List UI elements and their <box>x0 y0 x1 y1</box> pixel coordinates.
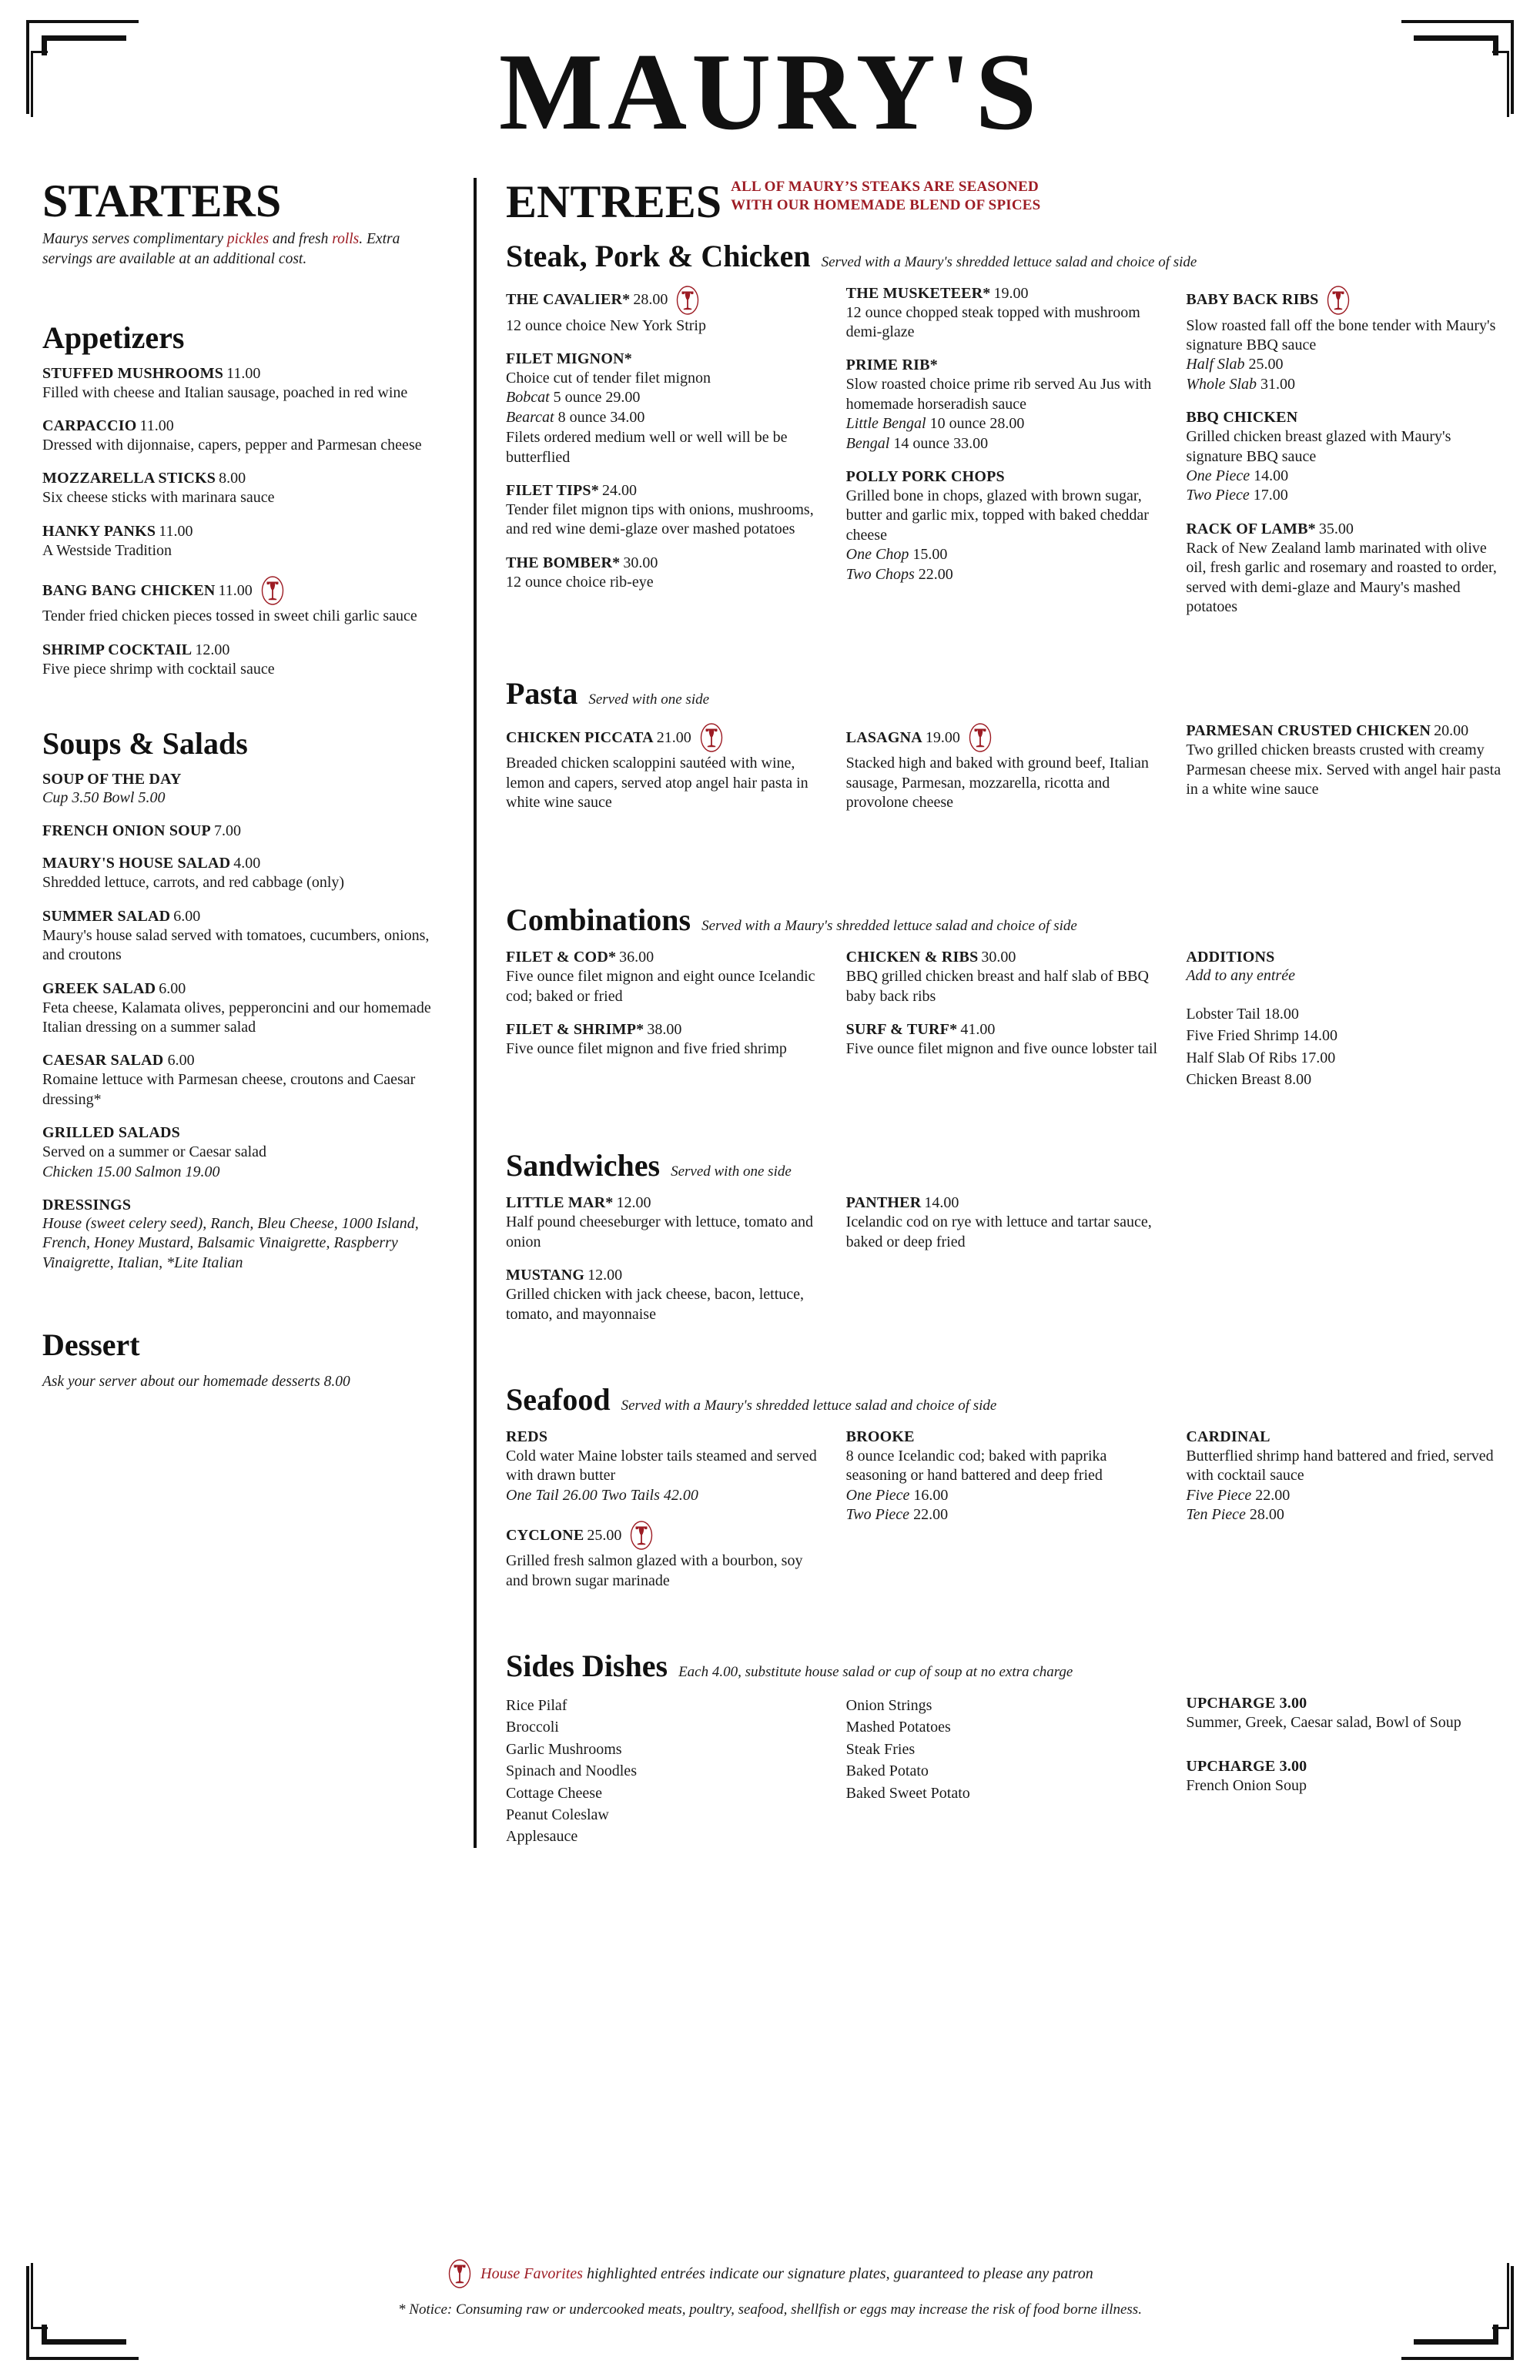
menu-item-header <box>506 482 822 500</box>
list-item: Spinach and Noodles <box>506 1762 637 1780</box>
house-favorites-legend <box>0 2258 1540 2289</box>
pasta-heading: Pasta <box>506 676 578 711</box>
upcharge-2-title: UPCHARGE 3.00 <box>1186 1758 1307 1776</box>
menu-item-description: Dressed with dijonnaise, capers, pepper and Parmesan cheese <box>42 437 422 454</box>
menu-item-name: THE MUSKETEER* <box>845 284 991 302</box>
menu-item <box>846 949 1162 1006</box>
menu-item <box>506 949 822 1006</box>
list-item: Baked Potato <box>845 1762 929 1780</box>
menu-item-description: 8 ounce Icelandic cod; baked with paprika seasoning or hand battered and deep fried <box>845 1448 1107 1485</box>
menu-item <box>506 1194 822 1252</box>
menu-item-description: Rack of New Zealand lamb marinated with olive oil, fresh garlic and rosemary and roasted to order, served with demi-glaze and Maury's mashed potatoes <box>1186 539 1497 615</box>
list-item: Rice Pilaf <box>506 1696 567 1714</box>
additions-note: Add to any entrée <box>1186 967 1295 985</box>
menu-item-description: Half pound cheeseburger with lettuce, tomato and onion <box>506 1213 813 1250</box>
steak-column-1 <box>506 285 822 632</box>
menu-item-header <box>42 1052 443 1069</box>
house-favorites-text: highlighted entrées indicate our signature plates, guaranteed to please any patron <box>582 2265 1093 2282</box>
menu-item-header <box>1186 1428 1502 1446</box>
restaurant-title: MAURY'S <box>498 31 1042 152</box>
steak-seasoning-note: ALL OF MAURY’S STEAKS ARE SEASONED WITH OUR HOMEMADE BLEND OF SPICES <box>731 179 1041 214</box>
menu-item-name: FRENCH ONION SOUP <box>42 822 211 840</box>
menu-item-name: SUMMER SALAD <box>42 907 171 925</box>
seafood-heading: Seafood <box>506 1382 611 1417</box>
additions-title: ADDITIONS <box>1186 949 1275 966</box>
steak-section-header <box>506 240 1502 273</box>
upcharge-column <box>1186 1695 1502 1848</box>
steak-heading: Steak, Pork & Chicken <box>506 238 811 273</box>
menu-item-header <box>1186 285 1502 316</box>
pasta-note: Served with one side <box>588 691 710 708</box>
menu-item-name: MOZZARELLA STICKS <box>42 470 216 487</box>
starters-heading: STARTERS <box>42 176 282 226</box>
menu-item-description: 12 ounce choice rib-eye <box>506 573 654 591</box>
upcharge-2-text: French Onion Soup <box>1186 1777 1307 1795</box>
sides-column-2 <box>846 1695 1162 1848</box>
menu-item-variant: Bobcat 5 ounce 29.00 <box>506 389 641 407</box>
menu-item-price: 35.00 <box>1318 520 1354 537</box>
upcharge-block-2 <box>1186 1758 1502 1796</box>
menu-item-price: 41.00 <box>960 1021 996 1039</box>
menu-item-variant: Bengal 14 ounce 33.00 <box>845 434 989 452</box>
menu-item-name: REDS <box>506 1428 548 1445</box>
menu-item-price: 36.00 <box>619 949 654 966</box>
menu-item-variant: Chicken 15.00 Salmon 19.00 <box>42 1163 220 1180</box>
menu-item <box>846 1428 1162 1525</box>
menu-item-description: A Westside Tradition <box>42 541 172 559</box>
entrees-heading: ENTREES <box>506 176 722 228</box>
menu-item-header <box>846 949 1162 966</box>
menu-item-description: Grilled chicken breast glazed with Maury's signature BBQ sauce <box>1186 428 1451 465</box>
menu-item-name: FILET TIPS* <box>506 481 599 499</box>
menu-item <box>1186 521 1502 618</box>
menu-item-description: Six cheese sticks with marinara sauce <box>42 489 275 507</box>
menu-item-description: Choice cut of tender filet mignon <box>506 370 711 387</box>
menu-item-name: BABY BACK RIBS <box>1186 291 1319 309</box>
seafood-column-3 <box>1186 1428 1502 1605</box>
menu-item-variant: Two Piece 22.00 <box>845 1506 949 1524</box>
menu-item-price: 6.00 <box>159 979 186 997</box>
menu-item-description: Served on a summer or Caesar salad <box>42 1143 267 1161</box>
menu-item-description: Two grilled chicken breasts crusted with creamy Parmesan cheese mix. Served with angel hair pasta in a white wine sauce <box>1186 741 1502 798</box>
menu-item-name: GREEK SALAD <box>42 979 156 997</box>
menu-item-description: Five piece shrimp with cocktail sauce <box>42 660 275 678</box>
menu-item-description: Tender fried chicken pieces tossed in sweet chili garlic sauce <box>42 608 417 625</box>
entrees-header-row <box>506 178 1502 226</box>
menu-item-price: 25.00 <box>587 1526 622 1544</box>
list-item: Onion Strings <box>845 1696 932 1714</box>
sides-heading: Sides Dishes <box>506 1648 668 1683</box>
menu-item-header <box>846 1428 1162 1446</box>
menu-item-name: CHICKEN & RIBS <box>845 949 979 966</box>
starters-note <box>42 229 443 269</box>
menu-item-price: 19.00 <box>925 728 960 746</box>
menu-item-price: 30.00 <box>623 554 658 571</box>
soups-salads-heading: Soups & Salads <box>42 726 248 761</box>
menu-item-price: 38.00 <box>647 1021 682 1039</box>
menu-item-variant: Little Bengal 10 ounce 28.00 <box>845 415 1025 433</box>
menu-item-name: BANG BANG CHICKEN <box>42 581 216 599</box>
combinations-note: Served with a Maury's shredded lettuce salad and choice of side <box>701 918 1077 935</box>
menu-item-name: HANKY PANKS <box>42 522 156 540</box>
menu-item-variant: One Tail 26.00 Two Tails 42.00 <box>506 1486 698 1504</box>
menu-item-price: 8.00 <box>219 470 246 487</box>
menu-item-header <box>1186 722 1502 740</box>
menu-item-description: Breaded chicken scaloppini sautéed with wine, lemon and capers, served atop angel hair pasta in white wine sauce <box>506 755 808 812</box>
menu-item-price: 12.00 <box>588 1267 623 1284</box>
list-item: Baked Sweet Potato <box>845 1784 970 1802</box>
menu-item-header <box>42 641 443 659</box>
menu-item-header <box>42 470 443 487</box>
additions-block <box>1186 949 1502 1090</box>
menu-item <box>506 1428 822 1505</box>
menu-item-description: 12 ounce chopped steak topped with mushroom demi-glaze <box>845 303 1140 341</box>
pasta-column-3 <box>1186 722 1502 827</box>
menu-item <box>846 1021 1162 1059</box>
menu-item-header <box>42 1124 443 1142</box>
menu-item-description: Tender filet mignon tips with onions, mushrooms, and red wine demi-glaze over mashed potatoes <box>506 500 814 538</box>
menu-item <box>846 285 1162 343</box>
menu-item <box>42 855 443 892</box>
menu-item-price: 7.00 <box>213 822 241 840</box>
menu-item-header <box>42 855 443 872</box>
menu-item-name: THE BOMBER* <box>506 554 621 571</box>
starters-note-pickles: pickles <box>226 231 270 248</box>
menu-item <box>42 1052 443 1110</box>
sides-note: Each 4.00, substitute house salad or cup of soup at no extra charge <box>678 1663 1073 1680</box>
menu-item-description: Grilled chicken with jack cheese, bacon, lettuce, tomato, and mayonnaise <box>506 1286 805 1323</box>
menu-item-header <box>506 1267 822 1284</box>
menu-item <box>42 417 443 455</box>
menu-item <box>506 554 822 592</box>
steak-column-3 <box>1186 285 1502 632</box>
list-item: Applesauce <box>506 1828 578 1846</box>
wine-glass-icon <box>259 575 286 606</box>
menu-item-variant: One Piece 14.00 <box>1186 467 1289 484</box>
list-item: Cottage Cheese <box>506 1784 602 1802</box>
sides-column-1 <box>506 1695 822 1848</box>
wine-glass-icon <box>967 722 993 753</box>
menu-item-price: 11.00 <box>139 417 174 435</box>
menu-item-description: Slow roasted fall off the bone tender with Maury's signature BBQ sauce <box>1186 316 1496 354</box>
menu-item-description: Filled with cheese and Italian sausage, poached in red wine <box>42 383 408 401</box>
menu-item-header <box>42 523 443 541</box>
menu-item <box>42 641 443 679</box>
menu-item-price: 19.00 <box>993 284 1029 302</box>
menu-item-description: Grilled bone in chops, glazed with brown sugar, butter and garlic mix, topped with baked cheddar cheese <box>845 487 1149 544</box>
wine-glass-icon <box>447 2258 473 2289</box>
menu-item <box>846 1194 1162 1252</box>
list-item: Half Slab Of Ribs 17.00 <box>1186 1049 1336 1066</box>
menu-item-header <box>42 822 443 840</box>
pasta-section-header <box>506 678 1502 710</box>
menu-item-header <box>42 417 443 435</box>
menu-item <box>1186 722 1502 799</box>
menu-item-name: POLLY PORK CHOPS <box>845 467 1005 485</box>
food-safety-notice: * Notice: Consuming raw or undercooked meats, poultry, seafood, shellfish or eggs may increase the risk of food borne illness. <box>398 2301 1142 2318</box>
menu-item-price: 12.00 <box>616 1194 651 1212</box>
menu-item <box>846 722 1162 812</box>
sides-grid <box>506 1695 1502 1848</box>
menu-item-price: 6.00 <box>173 907 201 925</box>
menu-item-price: 20.00 <box>1434 722 1469 740</box>
menu-item-name: PANTHER <box>845 1194 922 1212</box>
menu-item-description: Grilled fresh salmon glazed with a bourbon, soy and brown sugar marinade <box>506 1552 803 1589</box>
menu-item <box>506 1267 822 1324</box>
entrees-column <box>506 178 1502 1848</box>
menu-item-header <box>506 1520 822 1551</box>
list-item: Mashed Potatoes <box>845 1719 951 1736</box>
menu-item-header <box>42 771 443 788</box>
menu-item-price: 6.00 <box>167 1052 195 1069</box>
menu-item <box>42 980 443 1038</box>
list-item: Chicken Breast 8.00 <box>1186 1071 1312 1089</box>
starters-column <box>42 178 474 1848</box>
menu-item-header <box>846 468 1162 486</box>
menu-item-variant: Two Chops 22.00 <box>845 565 953 583</box>
menu-item-name: LITTLE MAR* <box>506 1194 614 1212</box>
menu-item-price: 28.00 <box>633 291 668 309</box>
menu-item <box>42 365 443 403</box>
menu-item <box>42 908 443 966</box>
steak-grid <box>506 285 1502 632</box>
menu-item-description: Stacked high and baked with ground beef, Italian sausage, Parmesan, mozzarella, ricotta and provolone cheese <box>845 755 1149 812</box>
menu-item <box>42 523 443 561</box>
corner-ornament-top-left <box>14 11 129 111</box>
menu-item-description: Butterflied shrimp hand battered and fried, served with cocktail sauce <box>1186 1448 1494 1485</box>
menu-item-name: MUSTANG <box>506 1267 585 1284</box>
list-item: Peanut Coleslaw <box>506 1806 609 1823</box>
sandwiches-note: Served with one side <box>671 1163 792 1180</box>
menu-item-name: RACK OF LAMB* <box>1186 520 1316 537</box>
sandwiches-heading: Sandwiches <box>506 1148 661 1183</box>
column-divider <box>474 178 477 1848</box>
menu-item-header <box>42 908 443 926</box>
sandwiches-section-header <box>506 1150 1502 1182</box>
starters-note-mid: and fresh <box>269 231 333 248</box>
appetizers-heading: Appetizers <box>42 320 185 355</box>
sandwiches-grid <box>506 1194 1502 1339</box>
menu-item-header <box>506 1428 822 1446</box>
menu-item-description: BBQ grilled chicken breast and half slab of BBQ baby back ribs <box>845 968 1149 1005</box>
menu-item-header <box>506 1021 822 1039</box>
dressings-title: DRESSINGS <box>42 1196 132 1213</box>
menu-body <box>0 147 1540 1848</box>
menu-item <box>42 822 443 840</box>
menu-item-price: 11.00 <box>226 364 261 382</box>
list-item: Lobster Tail 18.00 <box>1186 1005 1299 1023</box>
menu-item-variant: Whole Slab 31.00 <box>1186 375 1295 393</box>
menu-item-header <box>1186 409 1502 427</box>
steak-column-2 <box>846 285 1162 632</box>
menu-item-variant: Five Piece 22.00 <box>1186 1486 1291 1504</box>
menu-item-price: 11.00 <box>159 522 193 540</box>
menu-item-price: 21.00 <box>656 728 691 746</box>
menu-item <box>42 470 443 507</box>
combinations-column-1 <box>506 949 822 1105</box>
menu-item-variant: Half Slab 25.00 <box>1186 356 1284 373</box>
combinations-heading: Combinations <box>506 902 691 938</box>
sandwiches-column-2 <box>846 1194 1162 1339</box>
seafood-grid <box>506 1428 1502 1605</box>
menu-item-name: CARDINAL <box>1186 1428 1270 1445</box>
wine-glass-icon <box>628 1520 654 1551</box>
starters-note-pre: Maurys serves complimentary <box>42 231 227 248</box>
menu-item-price: 12.00 <box>195 641 230 658</box>
seafood-note: Served with a Maury's shredded lettuce salad and choice of side <box>621 1398 997 1414</box>
menu-item <box>1186 409 1502 506</box>
menu-item-name: FILET MIGNON* <box>506 350 632 368</box>
dressings-block <box>42 1197 443 1273</box>
menu-item-header <box>1186 521 1502 538</box>
pasta-column-2 <box>846 722 1162 827</box>
menu-item-header <box>42 365 443 383</box>
starters-note-post: . Extra servings are available at an additional cost. <box>42 231 400 267</box>
menu-item-name: LASAGNA <box>845 728 922 746</box>
corner-ornament-top-right <box>1411 11 1526 111</box>
menu-item-description: Five ounce filet mignon and five fried shrimp <box>506 1040 787 1058</box>
menu-item-name: MAURY'S HOUSE SALAD <box>42 855 231 872</box>
menu-item-description: Feta cheese, Kalamata olives, pepperoncini and our homemade Italian dressing on a summer salad <box>42 999 431 1036</box>
seafood-column-1 <box>506 1428 822 1605</box>
menu-item-price: 30.00 <box>981 949 1016 966</box>
sandwiches-column-1 <box>506 1194 822 1339</box>
menu-item-description-extra: Filets ordered medium well or well will be be butterflied <box>506 429 788 466</box>
menu-item-header <box>42 575 443 606</box>
menu-item <box>1186 1428 1502 1525</box>
menu-item-name: CARPACCIO <box>42 417 137 435</box>
menu-item-variant: Bearcat 8 ounce 34.00 <box>506 408 645 426</box>
menu-item-description: Shredded lettuce, carrots, and red cabbage (only) <box>42 874 345 892</box>
menu-item-name: PARMESAN CRUSTED CHICKEN <box>1186 722 1431 740</box>
menu-item-name: FILET & SHRIMP* <box>506 1021 644 1039</box>
menu-item-header <box>506 350 822 368</box>
menu-item-name: SHRIMP COCKTAIL <box>42 641 192 658</box>
menu-item-name: CHICKEN PICCATA <box>506 728 654 746</box>
menu-item-header <box>846 356 1162 374</box>
menu-item-variant: Ten Piece 28.00 <box>1186 1506 1284 1524</box>
menu-item-name: PRIME RIB* <box>845 356 938 374</box>
menu-item-description: Five ounce filet mignon and five ounce lobster tail <box>845 1040 1158 1058</box>
menu-item-name: SURF & TURF* <box>845 1021 958 1039</box>
menu-item-name: BBQ CHICKEN <box>1186 409 1298 427</box>
seafood-section-header <box>506 1384 1502 1416</box>
menu-item-header <box>506 285 822 316</box>
menu-item-header <box>506 1194 822 1212</box>
menu-item-variant: One Chop 15.00 <box>845 546 948 564</box>
menu-item-header <box>506 554 822 572</box>
menu-item-header <box>506 949 822 966</box>
menu-item <box>506 285 822 336</box>
menu-item-header <box>846 722 1162 753</box>
menu-item-variant: Cup 3.50 Bowl 5.00 <box>42 789 166 806</box>
menu-item <box>42 1124 443 1182</box>
combinations-section-header <box>506 904 1502 936</box>
menu-item-variant: One Piece 16.00 <box>845 1486 949 1504</box>
menu-item-name: STUFFED MUSHROOMS <box>42 364 224 382</box>
menu-item <box>846 356 1162 454</box>
combinations-column-2 <box>846 949 1162 1105</box>
menu-item-name: GRILLED SALADS <box>42 1124 180 1142</box>
menu-item-description: Icelandic cod on rye with lettuce and tartar sauce, baked or deep fried <box>845 1213 1152 1250</box>
menu-item-description: Cold water Maine lobster tails steamed and served with drawn butter <box>506 1448 817 1485</box>
menu-item-description: 12 ounce choice New York Strip <box>506 316 706 334</box>
menu-item-header <box>846 285 1162 303</box>
menu-item <box>506 722 822 812</box>
menu-item <box>506 482 822 540</box>
combinations-grid <box>506 949 1502 1105</box>
menu-item-variant: Two Piece 17.00 <box>1186 487 1288 504</box>
menu-item <box>506 350 822 467</box>
menu-item-price: 11.00 <box>218 581 253 599</box>
starters-note-rolls: rolls <box>332 231 360 248</box>
menu-item-name: BROOKE <box>845 1428 915 1445</box>
menu-item-header <box>846 1194 1162 1212</box>
wine-glass-icon <box>675 285 701 316</box>
house-favorites-label: House Favorites <box>480 2265 583 2282</box>
upcharge-1-title: UPCHARGE 3.00 <box>1186 1694 1307 1712</box>
menu-item <box>846 468 1162 584</box>
wine-glass-icon <box>1325 285 1351 316</box>
upcharge-1-text: Summer, Greek, Caesar salad, Bowl of Soup <box>1186 1713 1461 1731</box>
menu-item-price: 24.00 <box>601 481 637 499</box>
menu-item <box>42 575 443 626</box>
menu-item-header <box>506 722 822 753</box>
additions-column <box>1186 949 1502 1105</box>
menu-item-description: Maury's house salad served with tomatoes, cucumbers, onions, and croutons <box>42 926 430 964</box>
menu-item-price: 4.00 <box>233 855 261 872</box>
menu-item-name: CYCLONE <box>506 1526 584 1544</box>
appetizers-list <box>42 365 443 679</box>
menu-item <box>506 1520 822 1591</box>
menu-item-description: Romaine lettuce with Parmesan cheese, croutons and Caesar dressing* <box>42 1071 416 1108</box>
menu-item-name: SOUP OF THE DAY <box>42 771 182 788</box>
menu-item-description: Slow roasted choice prime rib served Au Jus with homemade horseradish sauce <box>845 376 1152 413</box>
dressings-text: House (sweet celery seed), Ranch, Bleu Cheese, 1000 Island, French, Honey Mustard, Balsamic Vinaigrette, Raspberry Vinaigrette, Italian, *Lite Italian <box>42 1214 419 1271</box>
menu-item <box>506 1021 822 1059</box>
menu-item-header <box>42 980 443 998</box>
additions-list <box>1186 1003 1502 1091</box>
sides-section-header <box>506 1650 1502 1682</box>
list-item: Garlic Mushrooms <box>506 1740 622 1758</box>
menu-item-price: 14.00 <box>924 1194 959 1212</box>
menu-item-description: Five ounce filet mignon and eight ounce Icelandic cod; baked or fried <box>506 968 815 1005</box>
menu-item <box>1186 285 1502 395</box>
menu-footer <box>0 2258 1540 2318</box>
menu-item <box>42 771 443 808</box>
list-item: Broccoli <box>506 1719 559 1736</box>
list-item: Steak Fries <box>845 1740 916 1758</box>
menu-item-name: CAESAR SALAD <box>42 1052 168 1069</box>
menu-item-name: FILET & COD* <box>506 949 617 966</box>
soups-salads-list <box>42 771 443 1182</box>
list-item: Five Fried Shrimp 14.00 <box>1186 1027 1338 1045</box>
menu-item-header <box>846 1021 1162 1039</box>
wine-glass-icon <box>698 722 725 753</box>
sandwiches-column-3 <box>1186 1194 1502 1339</box>
steak-note: Served with a Maury's shredded lettuce salad and choice of side <box>821 253 1197 270</box>
menu-item-name: THE CAVALIER* <box>506 291 631 309</box>
dessert-note: Ask your server about our homemade desserts 8.00 <box>42 1374 350 1391</box>
pasta-column-1 <box>506 722 822 827</box>
pasta-grid <box>506 722 1502 827</box>
upcharge-block-1 <box>1186 1695 1502 1732</box>
seafood-column-2 <box>846 1428 1162 1605</box>
dessert-heading: Dessert <box>42 1327 140 1363</box>
